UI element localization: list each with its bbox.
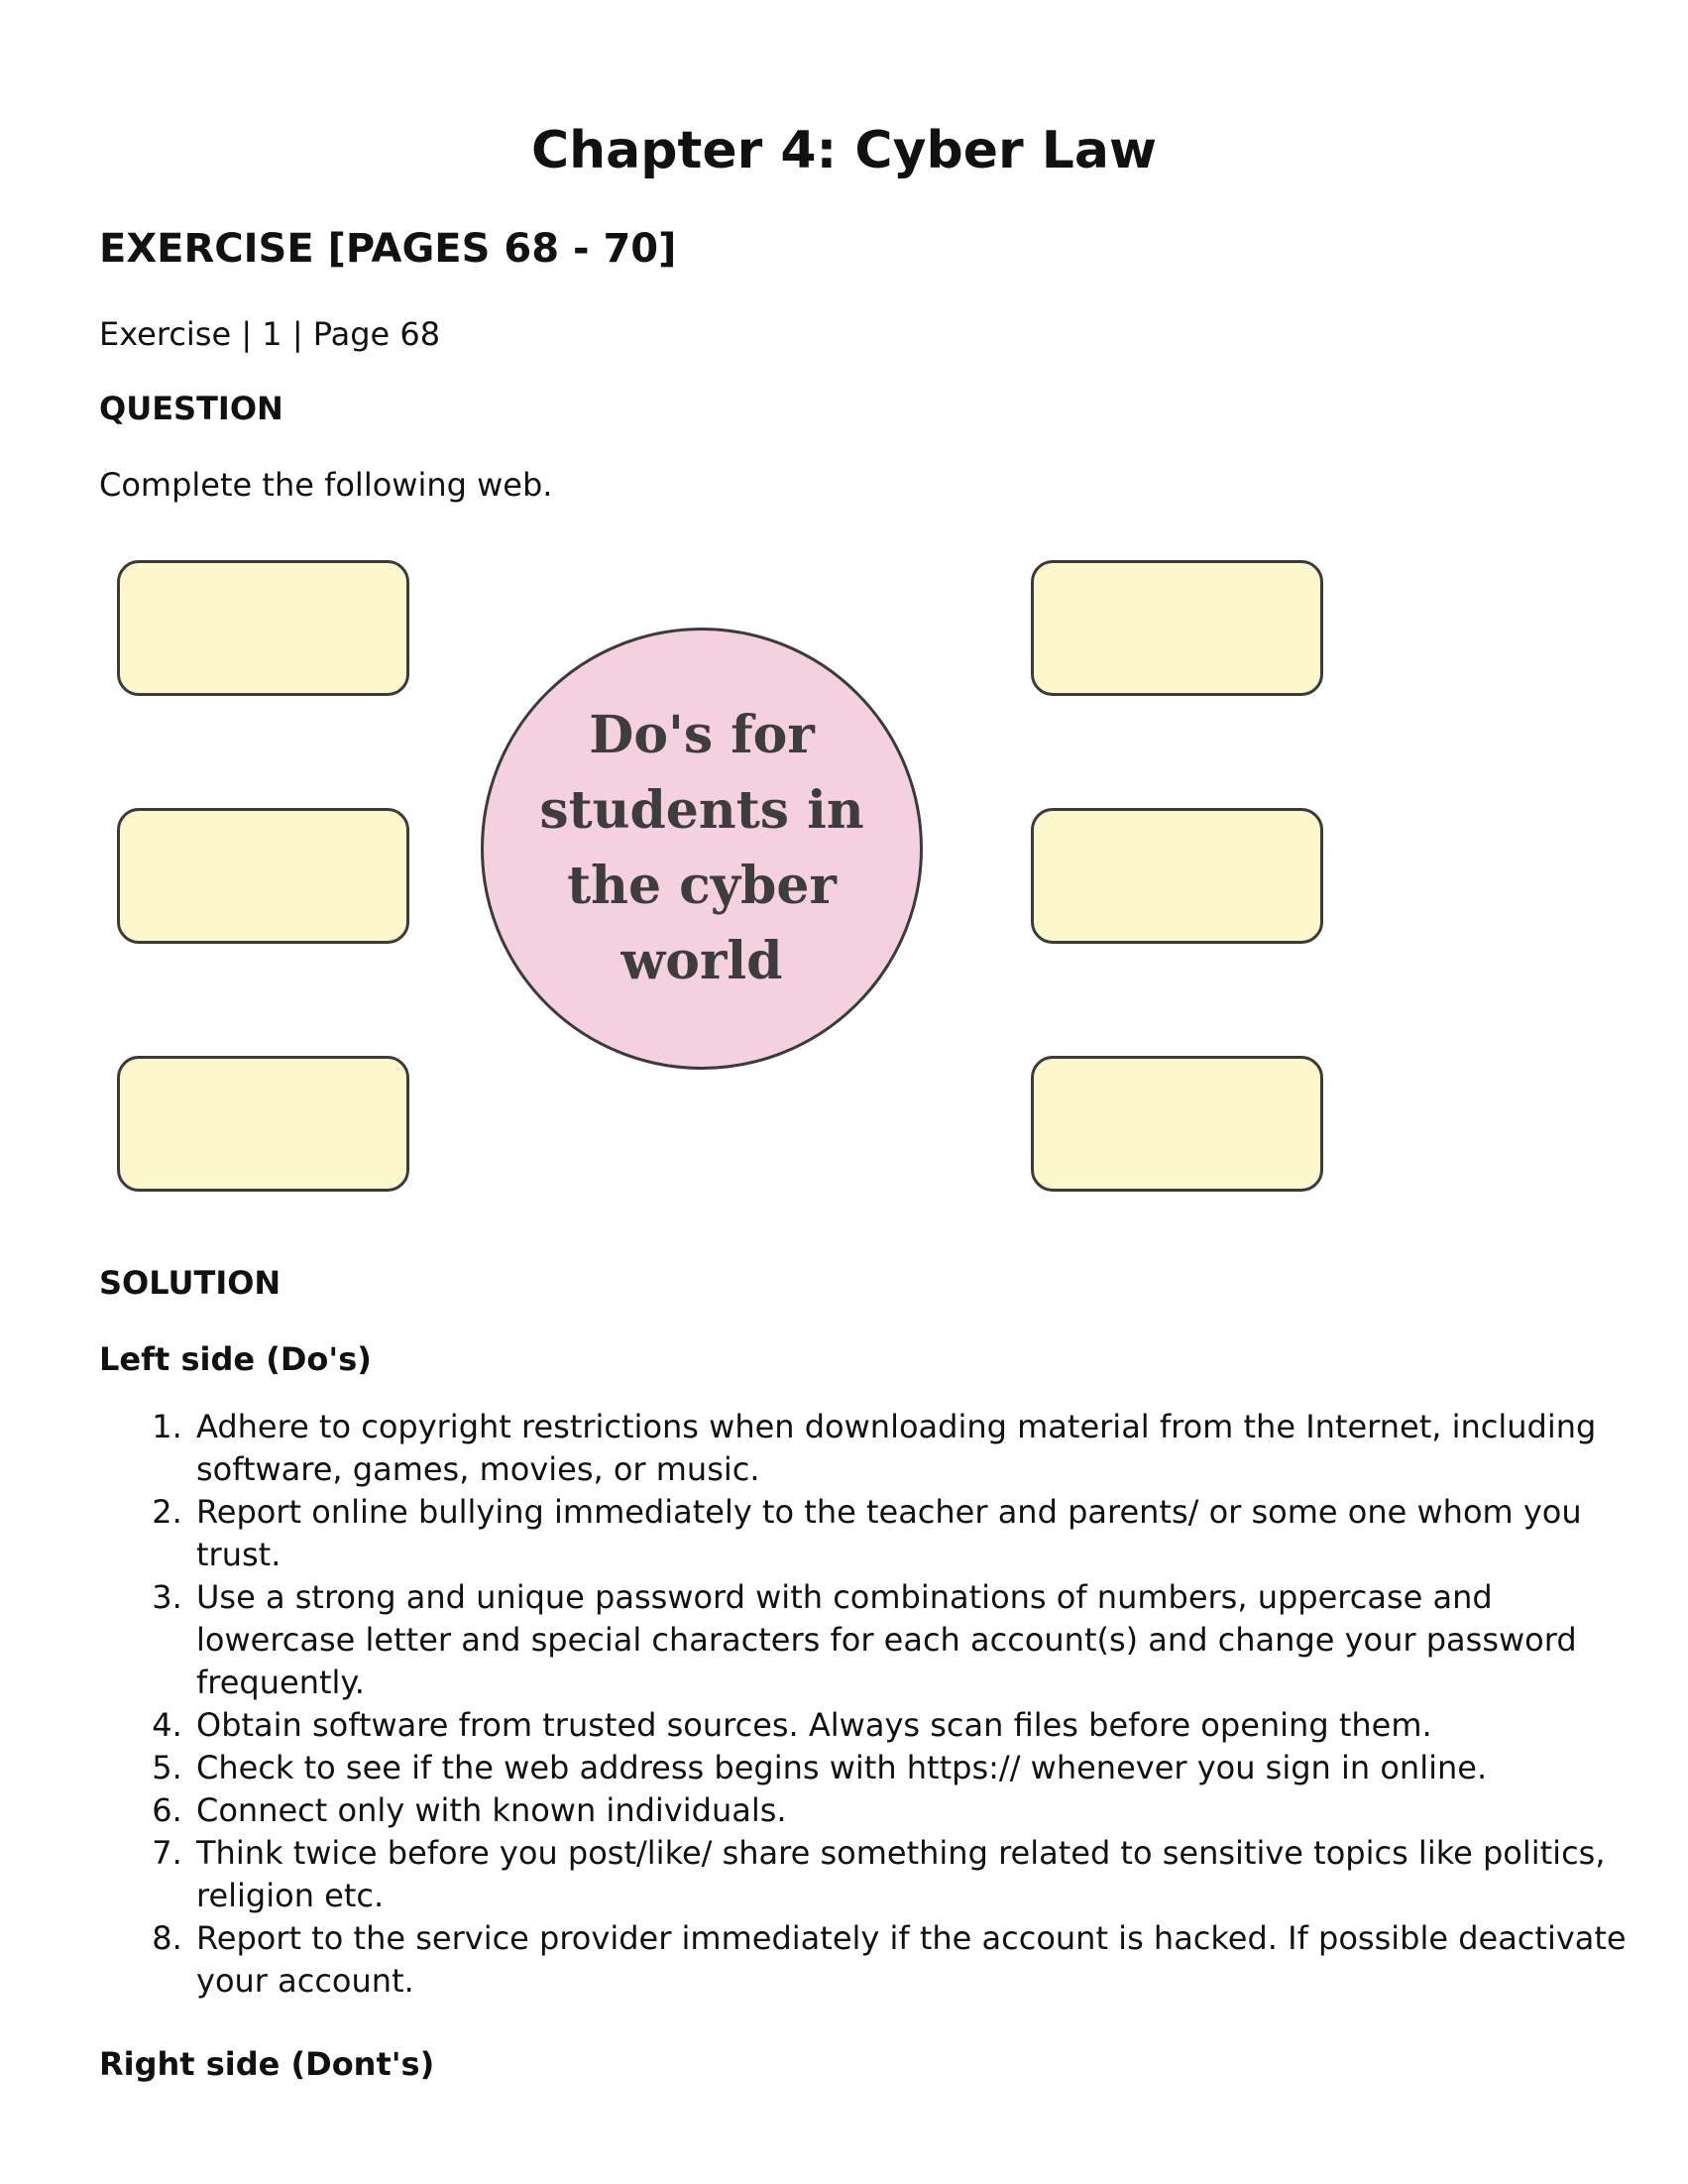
list-item: 2. Report online bullying immediately to the teacher and parents/ or some one whom you trust. bbox=[192, 1491, 1649, 1576]
blank-box-left-top bbox=[117, 560, 409, 696]
chapter-title: Chapter 4: Cyber Law bbox=[530, 121, 1157, 180]
list-item: 5. Check to see if the web address begins with https:// whenever you sign in online. bbox=[192, 1747, 1649, 1789]
exercise-reference: Exercise | 1 | Page 68 bbox=[99, 315, 441, 353]
list-item: 7. Think twice before you post/like/ share something related to sensitive topics like politics, religion etc. bbox=[192, 1832, 1649, 1917]
question-label: QUESTION bbox=[99, 390, 283, 427]
center-circle-text: Do's for students in the cyber world bbox=[539, 705, 864, 991]
list-item: 3. Use a strong and unique password with combinations of numbers, uppercase and lowercase letter and special characters for each account(s) and change your password frequently. bbox=[192, 1576, 1649, 1704]
list-item: 8. Report to the service provider immediately if the account is hacked. If possible deactivate your account. bbox=[192, 1917, 1649, 2003]
blank-box-left-middle bbox=[117, 808, 409, 944]
list-item: 6. Connect only with known individuals. bbox=[192, 1789, 1649, 1832]
center-circle bbox=[481, 628, 923, 1070]
exercise-heading: EXERCISE [PAGES 68 - 70] bbox=[99, 226, 677, 272]
dos-list bbox=[149, 1406, 1649, 2003]
right-side-label: Right side (Dont's) bbox=[99, 2045, 435, 2083]
list-item: 1. Adhere to copyright restrictions when downloading material from the Internet, including software, games, movies, or music. bbox=[192, 1406, 1649, 1491]
blank-box-right-top bbox=[1031, 560, 1323, 696]
web-diagram bbox=[99, 543, 1388, 1237]
left-side-label: Left side (Do's) bbox=[99, 1340, 372, 1378]
blank-box-left-bottom bbox=[117, 1056, 409, 1192]
list-item: 4. Obtain software from trusted sources. Always scan files before opening them. bbox=[192, 1704, 1649, 1747]
blank-box-right-middle bbox=[1031, 808, 1323, 944]
solution-label: SOLUTION bbox=[99, 1264, 281, 1302]
question-text: Complete the following web. bbox=[99, 466, 553, 504]
blank-box-right-bottom bbox=[1031, 1056, 1323, 1192]
